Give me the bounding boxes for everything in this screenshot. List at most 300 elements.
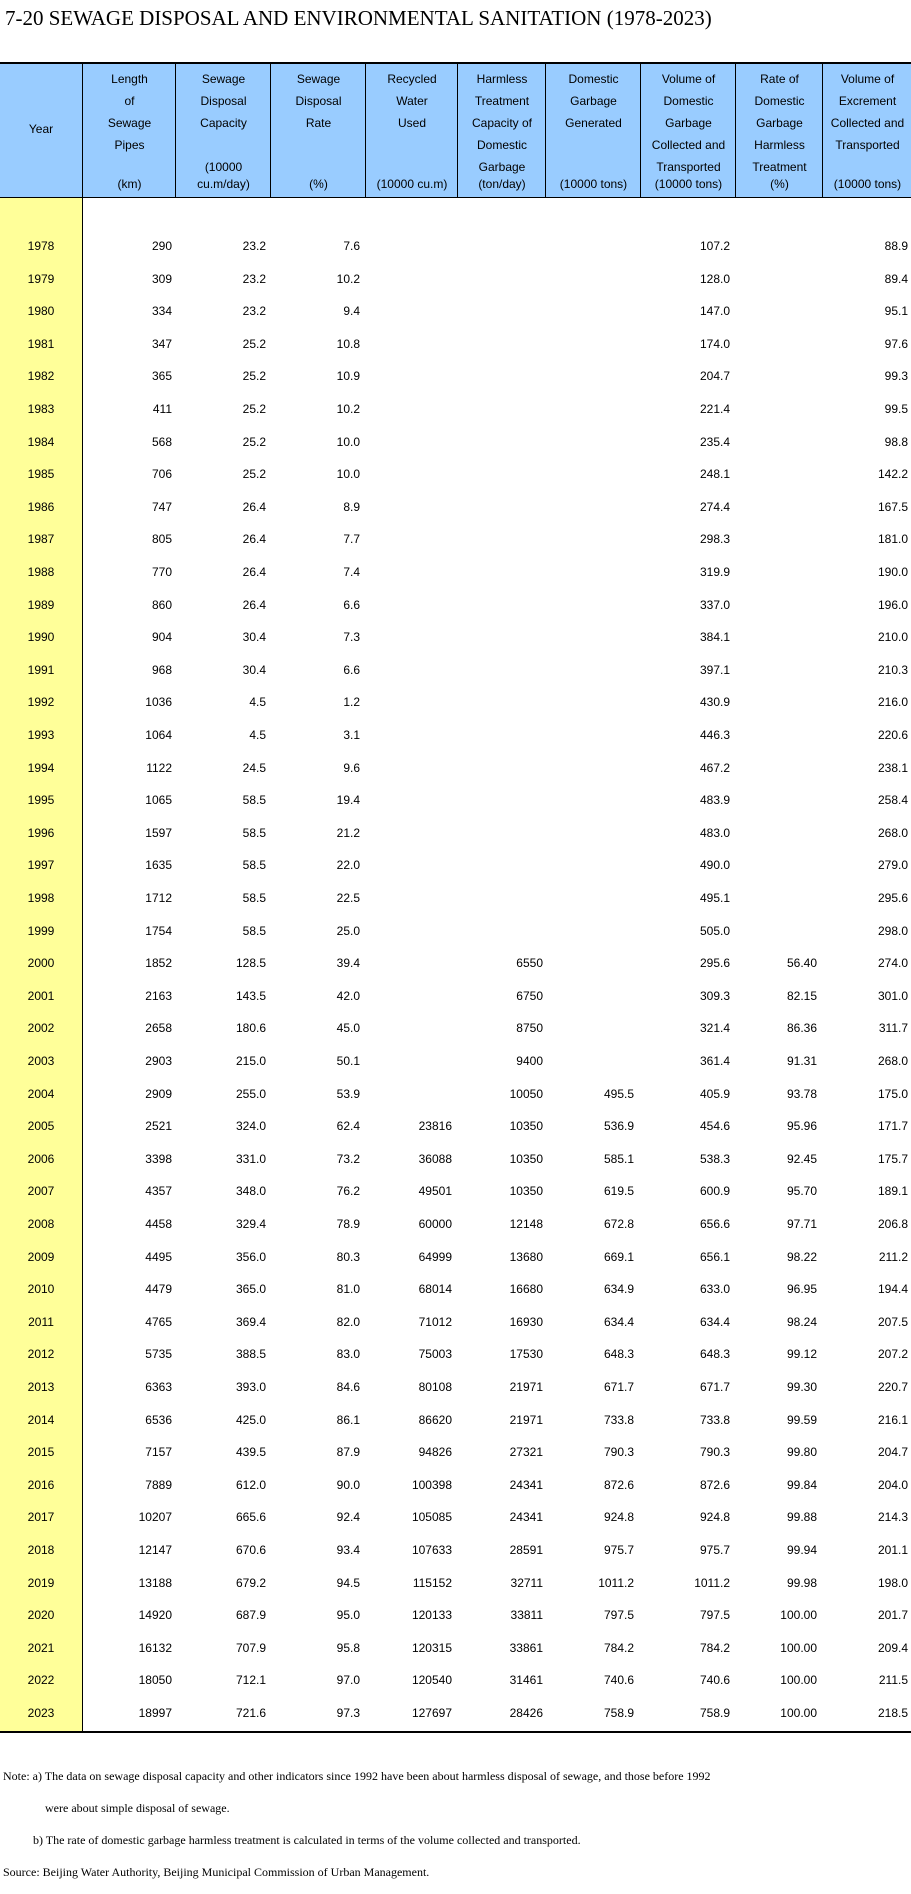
value-cell: 21971 xyxy=(509,1412,543,1427)
value-cell: 128.5 xyxy=(235,956,266,971)
year-cell: 2010 xyxy=(27,1282,55,1297)
value-cell: 12147 xyxy=(138,1543,172,1557)
value-cell: 100.00 xyxy=(780,1673,817,1688)
value-cell: 290 xyxy=(151,239,172,253)
value-cell: 9400 xyxy=(516,1054,543,1068)
table-row xyxy=(0,784,911,816)
value-cell: 430.9 xyxy=(699,695,730,710)
table-row xyxy=(0,1436,911,1468)
value-cell: 411 xyxy=(152,402,172,416)
value-cell: 670.6 xyxy=(235,1543,266,1557)
value-cell: 100.00 xyxy=(780,1640,817,1655)
value-cell: 1065 xyxy=(145,793,172,808)
value-cell: 71012 xyxy=(418,1314,452,1329)
value-cell: 279.0 xyxy=(877,858,908,873)
value-cell: 36088 xyxy=(418,1151,452,1166)
header-col-0 xyxy=(0,64,82,197)
value-cell: 92.4 xyxy=(336,1510,360,1525)
value-cell: 100.00 xyxy=(780,1706,817,1720)
value-cell: 4.5 xyxy=(249,695,266,710)
value-cell: 62.4 xyxy=(336,1119,360,1134)
value-cell: 196.0 xyxy=(877,597,908,612)
column-header: Sewage Disposal Rate xyxy=(295,72,342,130)
value-cell: 180.6 xyxy=(235,1021,266,1036)
value-cell: 33811 xyxy=(510,1608,543,1623)
value-cell: 600.9 xyxy=(699,1184,730,1199)
value-cell: 82.15 xyxy=(786,988,817,1003)
value-cell: 4479 xyxy=(145,1282,172,1297)
value-cell: 2909 xyxy=(145,1086,172,1101)
value-cell: 924.8 xyxy=(699,1510,730,1525)
value-cell: 86.36 xyxy=(786,1021,817,1036)
value-cell: 24.5 xyxy=(242,760,266,775)
value-cell: 1712 xyxy=(145,891,172,905)
value-cell: 612.0 xyxy=(235,1477,266,1492)
table-row xyxy=(0,1078,911,1110)
value-cell: 311.7 xyxy=(878,1021,908,1036)
source-note: Source: Beijing Water Authority, Beijing Municipal Commission of Urban Management. xyxy=(3,1865,430,1879)
value-cell: 712.1 xyxy=(235,1673,266,1688)
value-cell: 4765 xyxy=(145,1314,172,1329)
value-cell: 10.2 xyxy=(336,402,360,416)
table-row xyxy=(0,1534,911,1566)
value-cell: 13680 xyxy=(509,1249,543,1264)
value-cell: 207.5 xyxy=(877,1314,908,1329)
value-cell: 758.9 xyxy=(699,1706,730,1720)
value-cell: 8750 xyxy=(516,1021,543,1036)
value-cell: 268.0 xyxy=(877,1054,908,1068)
value-cell: 2658 xyxy=(145,1021,172,1036)
value-cell: 268.0 xyxy=(877,825,908,840)
year-cell: 2012 xyxy=(27,1347,55,1362)
year-cell: 1992 xyxy=(27,695,55,710)
value-cell: 483.0 xyxy=(699,825,730,840)
value-cell: 210.0 xyxy=(877,630,908,645)
value-cell: 78.9 xyxy=(336,1217,360,1231)
value-cell: 1011.2 xyxy=(598,1575,634,1590)
value-cell: 2163 xyxy=(145,988,172,1003)
year-cell: 1989 xyxy=(27,597,55,612)
value-cell: 25.2 xyxy=(242,336,266,351)
value-cell: 770 xyxy=(151,565,172,579)
value-cell: 495.1 xyxy=(699,891,730,905)
table-row xyxy=(0,1273,911,1305)
value-cell: 98.22 xyxy=(786,1249,817,1264)
value-cell: 309 xyxy=(151,271,172,286)
value-cell: 21971 xyxy=(509,1380,543,1394)
value-cell: 16930 xyxy=(509,1314,543,1329)
year-cell: 1979 xyxy=(27,271,55,286)
value-cell: 86.1 xyxy=(336,1412,360,1427)
value-cell: 797.5 xyxy=(603,1608,634,1623)
value-cell: 56.40 xyxy=(786,956,817,971)
value-cell: 7889 xyxy=(145,1477,172,1492)
value-cell: 127697 xyxy=(411,1706,452,1720)
value-cell: 4458 xyxy=(145,1217,172,1231)
header-col-7 xyxy=(640,64,736,197)
value-cell: 505.0 xyxy=(699,923,730,938)
value-cell: 4357 xyxy=(145,1184,172,1199)
value-cell: 740.6 xyxy=(699,1673,730,1688)
value-cell: 171.7 xyxy=(877,1119,908,1134)
table-row xyxy=(0,1241,911,1273)
value-cell: 1036 xyxy=(145,695,172,710)
value-cell: 80.3 xyxy=(336,1249,360,1264)
value-cell: 33861 xyxy=(509,1640,543,1655)
value-cell: 120315 xyxy=(411,1640,452,1655)
year-cell: 1991 xyxy=(27,662,55,677)
value-cell: 10.0 xyxy=(336,467,360,482)
value-cell: 26.4 xyxy=(242,565,266,579)
value-cell: 904 xyxy=(151,630,172,645)
value-cell: 10.2 xyxy=(336,271,360,286)
value-cell: 634.9 xyxy=(603,1282,634,1297)
value-cell: 797.5 xyxy=(699,1608,730,1623)
table-row xyxy=(0,556,911,588)
column-unit: (10000 tons) xyxy=(654,177,723,191)
table-row xyxy=(0,1143,911,1175)
value-cell: 634.4 xyxy=(603,1314,634,1329)
value-cell: 13188 xyxy=(138,1575,172,1590)
value-cell: 665.6 xyxy=(235,1510,266,1525)
table-row xyxy=(0,328,911,360)
value-cell: 215.0 xyxy=(235,1054,266,1068)
value-cell: 26.4 xyxy=(242,597,266,612)
year-cell: 2021 xyxy=(27,1640,55,1655)
value-cell: 75003 xyxy=(418,1347,452,1362)
table-row xyxy=(0,1208,911,1240)
value-cell: 95.1 xyxy=(884,304,908,319)
value-cell: 790.3 xyxy=(603,1445,634,1460)
page-title: 7-20 SEWAGE DISPOSAL AND ENVIRONMENTAL SANITATION (1978-2023) xyxy=(5,6,712,30)
value-cell: 128.0 xyxy=(699,271,730,286)
table-row xyxy=(0,654,911,686)
value-cell: 536.9 xyxy=(603,1119,634,1134)
value-cell: 97.71 xyxy=(786,1217,817,1231)
value-cell: 25.2 xyxy=(242,467,266,482)
value-cell: 204.7 xyxy=(699,369,730,384)
year-cell: 2018 xyxy=(27,1543,55,1557)
year-cell: 2001 xyxy=(27,988,55,1003)
table-row xyxy=(0,817,911,849)
value-cell: 99.12 xyxy=(786,1347,817,1362)
year-cell: 2015 xyxy=(27,1445,55,1460)
year-cell: 1983 xyxy=(27,402,55,416)
value-cell: 784.2 xyxy=(603,1640,634,1655)
table-row xyxy=(0,1632,911,1664)
table-row xyxy=(0,1501,911,1533)
value-cell: 216.0 xyxy=(877,695,908,710)
value-cell: 28426 xyxy=(509,1706,543,1720)
value-cell: 120133 xyxy=(411,1608,452,1623)
value-cell: 58.5 xyxy=(242,891,266,905)
value-cell: 924.8 xyxy=(603,1510,634,1525)
value-cell: 274.0 xyxy=(877,956,908,971)
value-cell: 6536 xyxy=(145,1412,172,1427)
value-cell: 369.4 xyxy=(235,1314,266,1329)
value-cell: 384.1 xyxy=(699,630,730,645)
value-cell: 238.1 xyxy=(877,760,908,775)
value-cell: 221.4 xyxy=(699,402,730,416)
bottom-rule xyxy=(0,1731,911,1733)
year-cell: 2006 xyxy=(27,1151,55,1166)
value-cell: 93.4 xyxy=(336,1543,360,1557)
value-cell: 218.5 xyxy=(877,1706,908,1720)
table-header xyxy=(0,64,911,198)
value-cell: 201.1 xyxy=(877,1543,908,1557)
value-cell: 204.0 xyxy=(877,1477,908,1492)
table-row xyxy=(0,915,911,947)
value-cell: 26.4 xyxy=(242,499,266,514)
table-row xyxy=(0,1045,911,1077)
year-cell: 1980 xyxy=(27,304,55,319)
value-cell: 95.70 xyxy=(786,1184,817,1199)
year-cell: 2013 xyxy=(27,1380,55,1394)
year-cell: 2008 xyxy=(27,1217,55,1231)
value-cell: 25.2 xyxy=(242,434,266,449)
value-cell: 100.00 xyxy=(780,1608,817,1623)
value-cell: 190.0 xyxy=(877,565,908,579)
column-header: Rate of Domestic Garbage Harmless Treatment xyxy=(752,72,807,174)
value-cell: 295.6 xyxy=(877,891,908,905)
header-col-1 xyxy=(82,64,176,197)
value-cell: 10350 xyxy=(509,1184,543,1199)
value-cell: 258.4 xyxy=(877,793,908,808)
value-cell: 99.59 xyxy=(786,1412,817,1427)
value-cell: 365 xyxy=(151,369,172,384)
value-cell: 2903 xyxy=(145,1054,172,1068)
value-cell: 8.9 xyxy=(343,499,360,514)
value-cell: 174.0 xyxy=(699,336,730,351)
value-cell: 31461 xyxy=(509,1673,543,1688)
value-cell: 6363 xyxy=(145,1380,172,1394)
value-cell: 301.0 xyxy=(877,988,908,1003)
value-cell: 99.80 xyxy=(786,1445,817,1460)
value-cell: 26.4 xyxy=(242,532,266,547)
value-cell: 143.5 xyxy=(235,988,266,1003)
value-cell: 740.6 xyxy=(603,1673,634,1688)
value-cell: 58.5 xyxy=(242,793,266,808)
value-cell: 1122 xyxy=(146,760,172,775)
column-unit: (%) xyxy=(770,177,789,191)
value-cell: 99.94 xyxy=(786,1543,817,1557)
value-cell: 671.7 xyxy=(603,1380,634,1394)
table-row xyxy=(0,621,911,653)
value-cell: 58.5 xyxy=(242,858,266,873)
column-header: Sewage Disposal Capacity (10000 xyxy=(200,72,247,174)
table-row xyxy=(0,1110,911,1142)
value-cell: 365.0 xyxy=(235,1282,266,1297)
year-cell: 2023 xyxy=(27,1706,55,1720)
value-cell: 707.9 xyxy=(235,1640,266,1655)
value-cell: 21.2 xyxy=(336,825,360,840)
value-cell: 39.4 xyxy=(336,956,360,971)
value-cell: 425.0 xyxy=(235,1412,266,1427)
value-cell: 12148 xyxy=(509,1217,543,1231)
value-cell: 49501 xyxy=(418,1184,452,1199)
value-cell: 784.2 xyxy=(699,1640,730,1655)
year-cell: 2004 xyxy=(27,1086,55,1101)
value-cell: 10050 xyxy=(509,1086,543,1101)
value-cell: 439.5 xyxy=(235,1445,266,1460)
year-cell: 2007 xyxy=(27,1184,55,1199)
value-cell: 220.7 xyxy=(877,1380,908,1394)
table-row xyxy=(0,1175,911,1207)
year-cell: 1996 xyxy=(27,825,55,840)
value-cell: 805 xyxy=(151,532,172,547)
value-cell: 115152 xyxy=(412,1575,452,1590)
value-cell: 361.4 xyxy=(699,1054,730,1068)
value-cell: 220.6 xyxy=(877,728,908,742)
table-row xyxy=(0,752,911,784)
value-cell: 167.5 xyxy=(877,499,908,514)
value-cell: 309.3 xyxy=(699,988,730,1003)
year-cell: 2003 xyxy=(27,1054,55,1068)
value-cell: 585.1 xyxy=(603,1151,634,1166)
note-a-line1: Note: a) The data on sewage disposal capacity and other indicators since 1992 have been about harmless disposal of sewage, and those before 1992 xyxy=(3,1769,711,1783)
value-cell: 23816 xyxy=(418,1119,452,1134)
value-cell: 7.3 xyxy=(343,630,360,645)
value-cell: 968 xyxy=(151,662,172,677)
value-cell: 235.4 xyxy=(699,434,730,449)
table-row xyxy=(0,1371,911,1403)
value-cell: 671.7 xyxy=(699,1380,730,1394)
value-cell: 198.0 xyxy=(877,1575,908,1590)
year-cell: 1985 xyxy=(27,467,55,482)
value-cell: 99.3 xyxy=(884,369,908,384)
value-cell: 16680 xyxy=(509,1282,543,1297)
value-cell: 107.2 xyxy=(699,239,730,253)
value-cell: 872.6 xyxy=(699,1477,730,1492)
value-cell: 80108 xyxy=(418,1380,452,1394)
value-cell: 32711 xyxy=(510,1575,543,1590)
year-cell: 1995 xyxy=(27,793,55,808)
value-cell: 467.2 xyxy=(699,760,730,775)
value-cell: 248.1 xyxy=(699,467,730,482)
value-cell: 22.5 xyxy=(336,891,360,905)
value-cell: 255.0 xyxy=(235,1086,266,1101)
value-cell: 495.5 xyxy=(603,1086,634,1101)
year-cell: 1986 xyxy=(27,499,55,514)
value-cell: 721.6 xyxy=(235,1706,266,1720)
value-cell: 58.5 xyxy=(242,825,266,840)
year-cell: 2014 xyxy=(27,1412,55,1427)
value-cell: 454.6 xyxy=(699,1119,730,1134)
year-cell: 1994 xyxy=(27,760,55,775)
year-cell: 1997 xyxy=(27,858,55,873)
value-cell: 1635 xyxy=(145,858,172,873)
value-cell: 73.2 xyxy=(336,1151,360,1166)
value-cell: 16132 xyxy=(138,1640,172,1655)
value-cell: 672.8 xyxy=(603,1217,634,1231)
value-cell: 95.96 xyxy=(786,1119,817,1134)
year-cell: 2019 xyxy=(27,1575,55,1590)
value-cell: 99.5 xyxy=(884,402,908,416)
value-cell: 211.2 xyxy=(878,1249,908,1264)
value-cell: 19.4 xyxy=(336,793,360,808)
value-cell: 860 xyxy=(151,597,172,612)
value-cell: 86620 xyxy=(418,1412,452,1427)
year-cell: 2016 xyxy=(27,1477,55,1492)
value-cell: 18050 xyxy=(138,1673,172,1688)
column-header: Harmless Treatment Capacity of Domestic Garbage xyxy=(471,72,533,174)
table-row xyxy=(0,1306,911,1338)
value-cell: 6750 xyxy=(516,988,543,1003)
header-col-4 xyxy=(365,64,458,197)
value-cell: 1754 xyxy=(145,923,172,938)
value-cell: 687.9 xyxy=(235,1608,266,1623)
value-cell: 53.9 xyxy=(336,1086,360,1101)
value-cell: 298.3 xyxy=(699,532,730,547)
table-row xyxy=(0,1338,911,1370)
value-cell: 98.24 xyxy=(786,1314,817,1329)
value-cell: 23.2 xyxy=(242,304,266,319)
value-cell: 82.0 xyxy=(336,1314,360,1329)
value-cell: 331.0 xyxy=(235,1151,266,1166)
value-cell: 274.4 xyxy=(699,499,730,514)
value-cell: 107633 xyxy=(411,1543,452,1557)
table-row xyxy=(0,295,911,327)
value-cell: 397.1 xyxy=(699,662,730,677)
value-cell: 96.95 xyxy=(786,1282,817,1297)
value-cell: 60000 xyxy=(418,1217,452,1231)
table-row xyxy=(0,230,911,262)
value-cell: 568 xyxy=(151,434,172,449)
value-cell: 99.84 xyxy=(786,1477,817,1492)
year-cell: 2020 xyxy=(27,1608,55,1623)
value-cell: 1064 xyxy=(145,728,172,742)
column-header: Volume of Domestic Garbage Collected and Transported xyxy=(651,72,726,174)
value-cell: 679.2 xyxy=(235,1575,266,1590)
value-cell: 319.9 xyxy=(699,565,730,579)
year-cell: 1981 xyxy=(27,336,55,351)
year-cell: 2002 xyxy=(27,1021,55,1036)
value-cell: 4495 xyxy=(145,1249,172,1264)
table-row xyxy=(0,1012,911,1044)
value-cell: 93.78 xyxy=(786,1086,817,1101)
column-unit: (%) xyxy=(309,177,328,191)
value-cell: 758.9 xyxy=(603,1706,634,1720)
table-row xyxy=(0,426,911,458)
value-cell: 388.5 xyxy=(235,1347,266,1362)
table-row xyxy=(0,882,911,914)
value-cell: 207.2 xyxy=(877,1347,908,1362)
value-cell: 9.4 xyxy=(343,304,360,319)
table-row xyxy=(0,1664,911,1696)
value-cell: 10350 xyxy=(509,1151,543,1166)
value-cell: 656.1 xyxy=(699,1249,730,1264)
value-cell: 214.3 xyxy=(877,1510,908,1525)
value-cell: 97.6 xyxy=(884,336,908,351)
note-b: b) The rate of domestic garbage harmless treatment is calculated in terms of the volume collected and transported. xyxy=(33,1833,581,1847)
value-cell: 10350 xyxy=(509,1119,543,1134)
year-cell: 1998 xyxy=(27,891,55,905)
value-cell: 975.7 xyxy=(699,1543,730,1557)
note-a-line2: were about simple disposal of sewage. xyxy=(45,1801,230,1815)
value-cell: 648.3 xyxy=(699,1347,730,1362)
value-cell: 100398 xyxy=(411,1477,452,1492)
value-cell: 204.7 xyxy=(877,1445,908,1460)
header-col-8 xyxy=(735,64,823,197)
value-cell: 10207 xyxy=(138,1510,172,1525)
table-row xyxy=(0,1697,911,1729)
value-cell: 7.4 xyxy=(343,565,360,579)
year-cell: 1982 xyxy=(27,369,55,384)
column-unit: (10000 tons) xyxy=(833,177,902,191)
value-cell: 337.0 xyxy=(699,597,730,612)
value-cell: 194.4 xyxy=(877,1282,908,1297)
value-cell: 50.1 xyxy=(336,1054,360,1068)
